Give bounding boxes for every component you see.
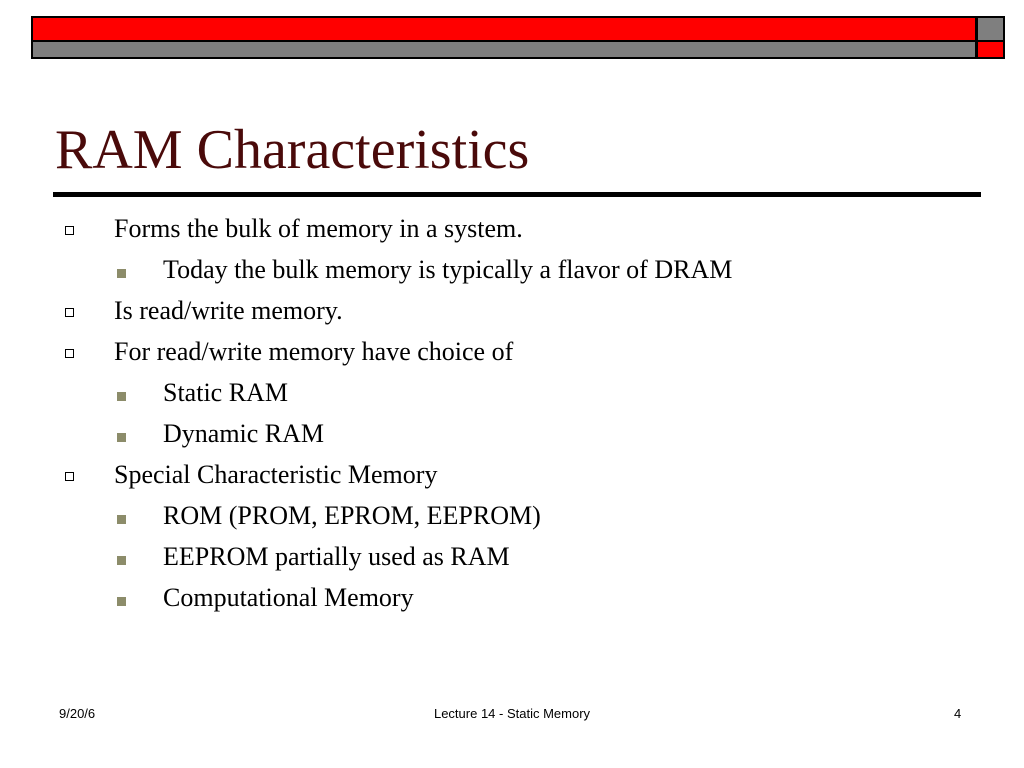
sub-bullet-text: Computational Memory [163, 583, 414, 612]
bullet-item [0, 336, 1024, 377]
filled-square-icon [117, 392, 126, 401]
hollow-square-icon [65, 308, 74, 317]
header-red-square [976, 40, 1005, 59]
footer-title: Lecture 14 - Static Memory [433, 706, 591, 721]
bullet-list [0, 213, 1024, 623]
header-red-bar [31, 16, 977, 42]
sub-bullet-item [0, 500, 1024, 541]
filled-square-icon [117, 556, 126, 565]
filled-square-icon [117, 515, 126, 524]
filled-square-icon [117, 597, 126, 606]
bullet-text: Is read/write memory. [114, 296, 343, 325]
bullet-text: Forms the bulk of memory in a system. [114, 214, 523, 243]
bullet-item [0, 295, 1024, 336]
title-underline [53, 192, 981, 197]
sub-bullet-item [0, 582, 1024, 623]
sub-bullet-text: Static RAM [163, 378, 288, 407]
bullet-item [0, 459, 1024, 500]
sub-bullet-item [0, 418, 1024, 459]
filled-square-icon [117, 433, 126, 442]
sub-bullet-text: Dynamic RAM [163, 419, 325, 448]
sub-bullet-text: Today the bulk memory is typically a flavor of DRAM [163, 255, 733, 284]
sub-bullet-text: EEPROM partially used as RAM [163, 542, 510, 571]
sub-bullet-text: ROM (PROM, EPROM, EEPROM) [163, 501, 541, 530]
bullet-item [0, 213, 1024, 254]
bullet-text: Special Characteristic Memory [114, 460, 438, 489]
slide-title: RAM Characteristics [55, 119, 530, 181]
page-number: 4 [954, 706, 962, 721]
hollow-square-icon [65, 226, 74, 235]
filled-square-icon [117, 269, 126, 278]
sub-bullet-item [0, 541, 1024, 582]
sub-bullet-item [0, 254, 1024, 295]
footer-date: 9/20/6 [59, 706, 96, 721]
hollow-square-icon [65, 472, 74, 481]
hollow-square-icon [65, 349, 74, 358]
header-gray-square [976, 16, 1005, 42]
sub-bullet-item [0, 377, 1024, 418]
header-gray-bar [31, 40, 977, 59]
bullet-text: For read/write memory have choice of [114, 337, 514, 366]
